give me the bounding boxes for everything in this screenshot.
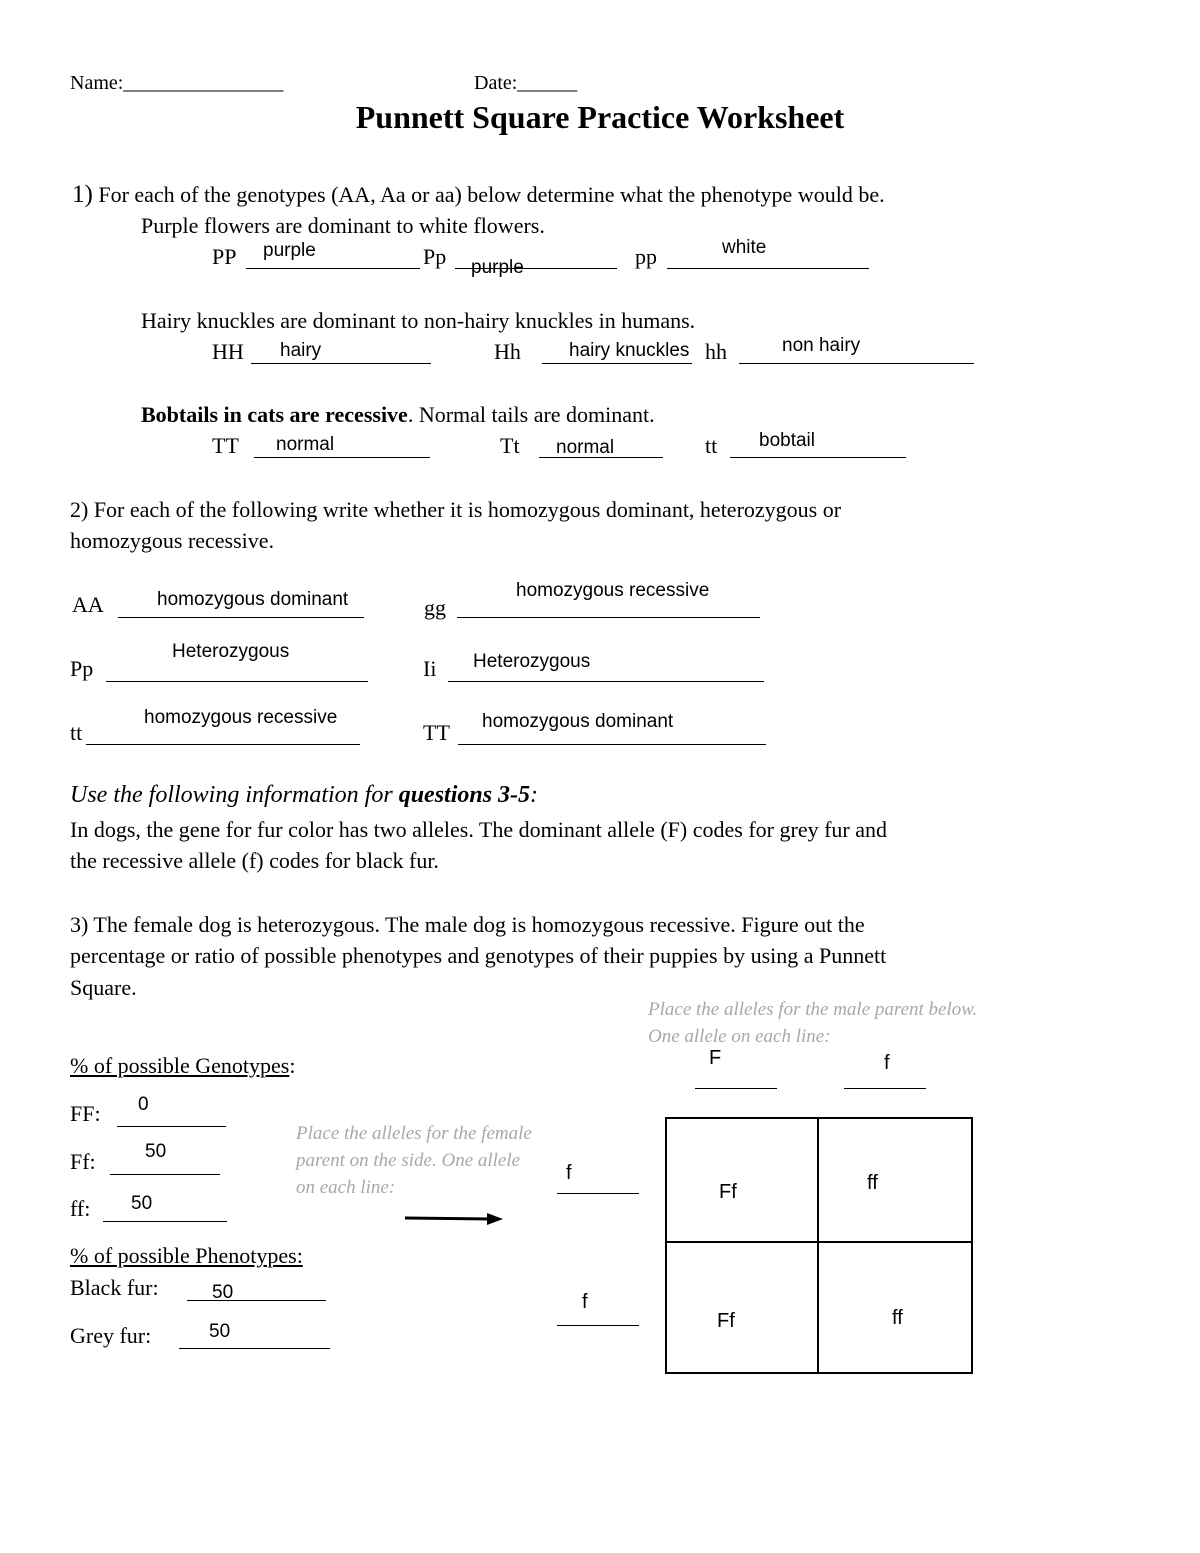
q2-prompt-line2: homozygous recessive. xyxy=(70,528,275,553)
answer-text: normal xyxy=(556,437,615,458)
genotype-label: Hh xyxy=(494,339,521,364)
genotype-label: Tt xyxy=(500,433,520,458)
genotype-label: pp xyxy=(635,244,657,269)
punnett-cell[interactable]: Ff xyxy=(717,1310,735,1332)
q2-prompt-line1: 2) For each of the following write whether it is homozygous dominant, heterozygous or xyxy=(70,497,842,522)
answer-line[interactable] xyxy=(117,1126,226,1127)
punnett-square xyxy=(665,1117,973,1374)
answer-text: Heterozygous xyxy=(172,641,290,662)
date-field[interactable]: Date:______ xyxy=(474,72,578,94)
answer-text: purple xyxy=(471,257,524,278)
female-allele-line[interactable] xyxy=(557,1325,639,1326)
genotype-label: gg xyxy=(424,595,446,620)
answer-text: white xyxy=(722,237,767,258)
genotype-label: PP xyxy=(212,244,237,269)
info-heading-bold: questions 3-5 xyxy=(398,782,531,808)
answer-text: 0 xyxy=(138,1094,149,1115)
answer-line[interactable] xyxy=(106,681,368,682)
genotype-label: tt xyxy=(705,433,718,458)
info-heading-italic: Use the following information for xyxy=(70,782,399,808)
genotype-pct-label: ff: xyxy=(70,1196,91,1221)
genotype-label: TT xyxy=(423,720,450,745)
answer-text: 50 xyxy=(145,1141,167,1162)
answer-line[interactable] xyxy=(448,681,764,682)
answer-line[interactable] xyxy=(251,363,431,364)
answer-line[interactable] xyxy=(246,268,420,269)
female-parent-hint: Place the alleles for the female parent on the side. One allele on each line: xyxy=(296,1123,532,1198)
q1-number: 1) xyxy=(72,181,93,208)
male-allele: F xyxy=(709,1047,722,1069)
punnett-cell[interactable]: Ff xyxy=(719,1181,737,1203)
answer-text: 50 xyxy=(212,1282,234,1303)
genotype-label: Pp xyxy=(423,244,447,269)
male-allele-line[interactable] xyxy=(844,1088,926,1089)
answer-line[interactable] xyxy=(118,617,364,618)
arrow-right-icon xyxy=(403,1209,505,1229)
q3-line3: Square. xyxy=(70,975,137,1000)
answer-line[interactable] xyxy=(730,457,906,458)
answer-line[interactable] xyxy=(179,1348,330,1349)
name-field[interactable]: Name:________________ xyxy=(70,72,284,94)
genotypes-heading-text: % of possible Genotypes xyxy=(70,1053,290,1078)
info-heading xyxy=(70,782,538,809)
answer-line[interactable] xyxy=(254,457,430,458)
female-allele: f xyxy=(566,1162,572,1184)
answer-text: 50 xyxy=(131,1193,153,1214)
female-allele-line[interactable] xyxy=(557,1193,639,1194)
page-title: Punnett Square Practice Worksheet xyxy=(355,99,845,135)
genotype-label: Ii xyxy=(423,656,437,681)
genotype-label: tt xyxy=(70,720,83,745)
tails-statement xyxy=(141,402,655,428)
punnett-divider-vertical xyxy=(817,1117,819,1372)
genotype-pct-label: Ff: xyxy=(70,1149,96,1174)
answer-text: 50 xyxy=(209,1321,231,1342)
q1-prompt xyxy=(72,181,885,209)
answer-line[interactable] xyxy=(667,268,869,269)
answer-line[interactable] xyxy=(542,363,692,364)
flowers-statement: Purple flowers are dominant to white flowers. xyxy=(141,213,545,238)
male-allele: f xyxy=(884,1052,890,1074)
answer-text: homozygous dominant xyxy=(482,711,674,732)
q3-line1: 3) The female dog is heterozygous. The male dog is homozygous recessive. Figure out the xyxy=(70,912,865,937)
answer-line[interactable] xyxy=(86,744,360,745)
answer-line[interactable] xyxy=(458,744,766,745)
answer-text: non hairy xyxy=(782,335,861,356)
genotype-label: hh xyxy=(705,339,727,364)
tails-statement-rest: . Normal tails are dominant. xyxy=(407,402,655,427)
answer-line[interactable] xyxy=(457,617,760,618)
phenotype-pct-label: Black fur: xyxy=(70,1275,159,1300)
genotypes-heading xyxy=(70,1053,295,1079)
tails-statement-bold: Bobtails in cats are recessive xyxy=(141,402,408,427)
genotypes-heading-colon: : xyxy=(289,1053,296,1078)
knuckles-statement: Hairy knuckles are dominant to non-hairy knuckles in humans. xyxy=(141,308,696,333)
phenotype-pct-label: Grey fur: xyxy=(70,1323,152,1348)
answer-text: purple xyxy=(263,240,316,261)
info-line2: the recessive allele (f) codes for black fur. xyxy=(70,848,439,873)
answer-line[interactable] xyxy=(110,1174,220,1175)
genotype-label: TT xyxy=(212,433,239,458)
answer-text: hairy knuckles xyxy=(569,340,690,361)
answer-text: hairy xyxy=(280,340,322,361)
answer-text: bobtail xyxy=(759,430,815,451)
q3-line2: percentage or ratio of possible phenotypes and genotypes of their puppies by using a Punnett xyxy=(70,943,887,968)
punnett-cell[interactable]: ff xyxy=(867,1172,878,1194)
q1-prompt-text: For each of the genotypes (AA, Aa or aa) below determine what the phenotype would be. xyxy=(98,182,885,207)
genotype-label: AA xyxy=(72,592,104,617)
phenotypes-heading: % of possible Phenotypes: xyxy=(70,1243,303,1268)
male-allele-line[interactable] xyxy=(695,1088,777,1089)
answer-text: Heterozygous xyxy=(473,651,591,672)
answer-line[interactable] xyxy=(103,1221,227,1222)
male-parent-hint: Place the alleles for the male parent below. One allele on each line: xyxy=(648,999,978,1047)
answer-line[interactable] xyxy=(187,1300,326,1301)
answer-line[interactable] xyxy=(739,363,974,364)
genotype-pct-label: FF: xyxy=(70,1101,101,1126)
punnett-cell[interactable]: ff xyxy=(892,1307,903,1329)
answer-text: homozygous dominant xyxy=(157,589,349,610)
info-heading-end: : xyxy=(530,782,539,808)
answer-text: homozygous recessive xyxy=(516,580,710,601)
genotype-label: HH xyxy=(212,339,244,364)
answer-text: normal xyxy=(276,434,335,455)
punnett-divider-horizontal xyxy=(665,1241,971,1243)
info-line1: In dogs, the gene for fur color has two alleles. The dominant allele (F) codes for grey fur and xyxy=(70,817,887,842)
genotype-label: Pp xyxy=(70,656,94,681)
answer-text: homozygous recessive xyxy=(144,707,338,728)
female-allele: f xyxy=(582,1291,588,1313)
